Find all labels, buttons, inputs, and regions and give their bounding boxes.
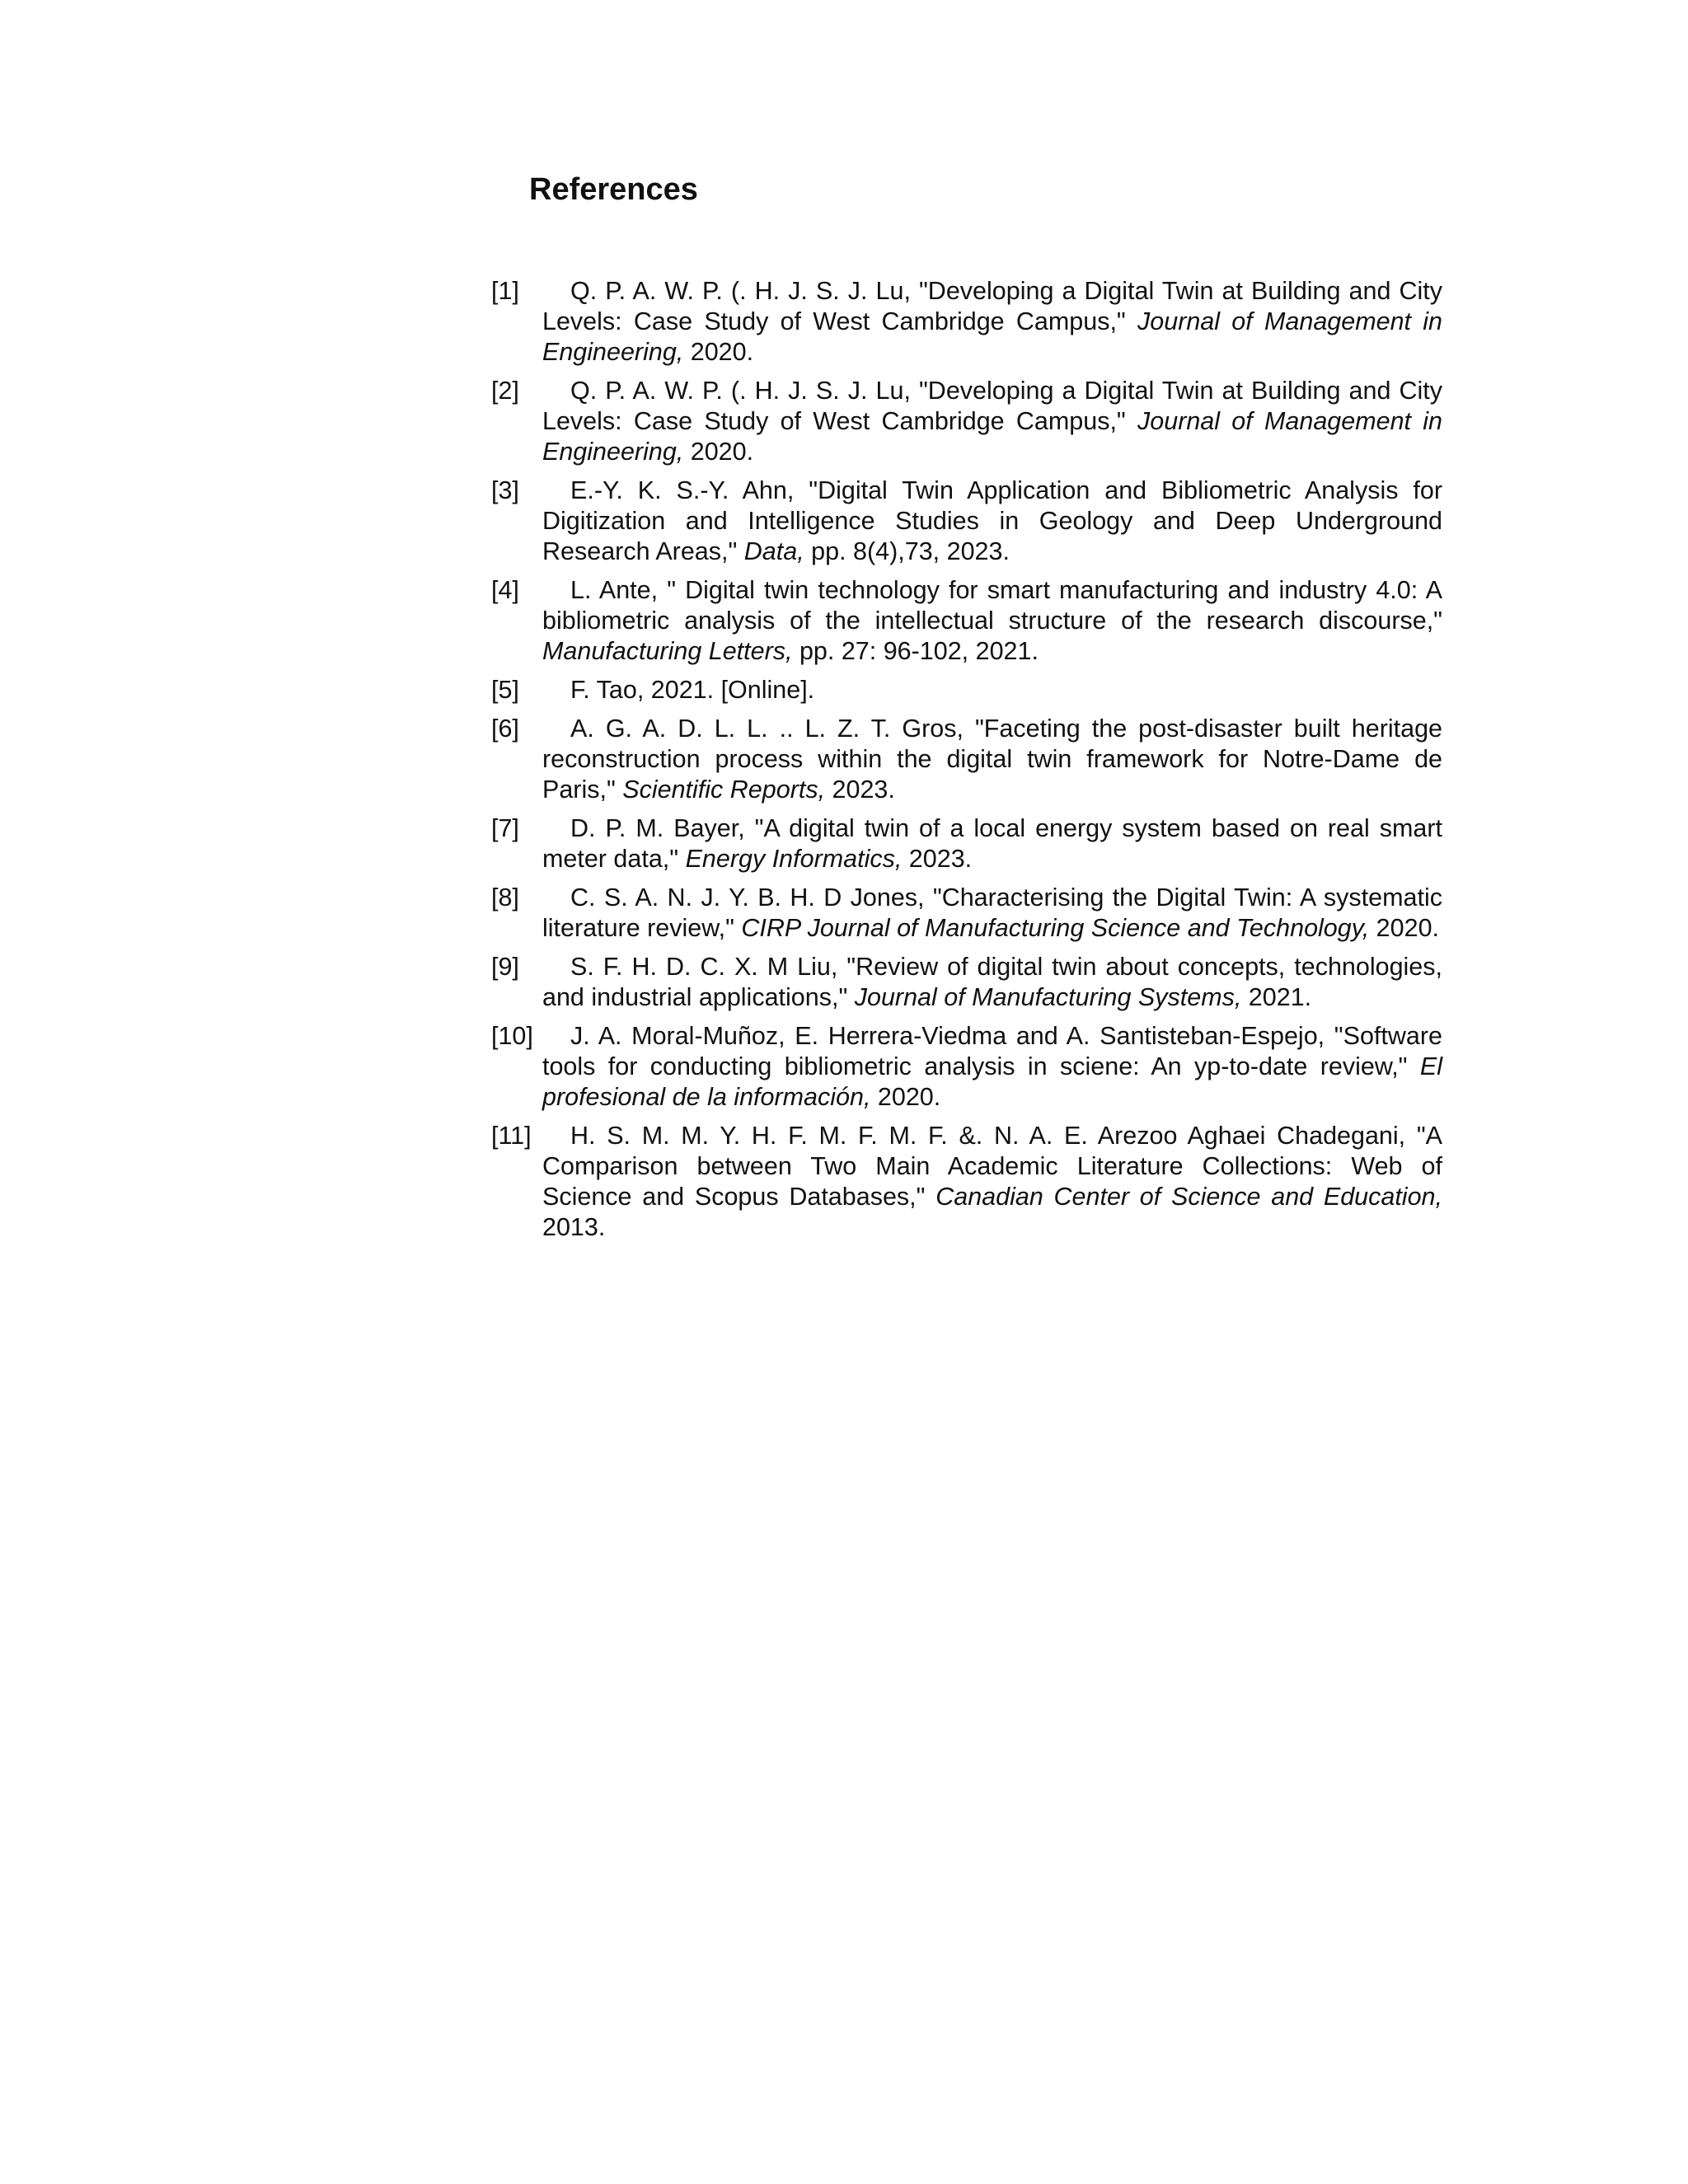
reference-authors-title: H. S. M. M. Y. H. F. M. F. M. F. &. N. A. E. Arezoo Aghaei Chadegani, "A Comparison between Two Main Academic Literature Collections: Web of Science and Scopus Databases," (542, 1122, 1442, 1211)
reference-item (491, 276, 1442, 368)
reference-authors-title: D. P. M. Bayer, "A digital twin of a local energy system based on real smart meter data," (542, 814, 1442, 873)
reference-journal: Journal of Manufacturing Systems, (854, 983, 1242, 1011)
reference-item (491, 476, 1442, 567)
reference-item (491, 883, 1442, 944)
reference-text (542, 476, 1442, 567)
reference-details: 2013. (542, 1213, 606, 1241)
reference-text (542, 675, 1442, 705)
reference-number: [7] (491, 814, 519, 842)
reference-number: [10] (491, 1022, 533, 1050)
reference-list (491, 276, 1442, 1251)
reference-text (542, 813, 1442, 874)
reference-authors-title: Q. P. A. W. P. (. H. J. S. J. Lu, "Developing a Digital Twin at Building and City Levels: Case Study of West Cambridge Campus," (542, 277, 1442, 335)
reference-authors-title: L. Ante, " Digital twin technology for smart manufacturing and industry 4.0: A bibliometric analysis of the intellectual structure of the research discourse," (542, 576, 1442, 635)
reference-journal: Manufacturing Letters, (542, 637, 793, 665)
reference-journal: Journal of Management in Engineering, (542, 307, 1443, 366)
reference-details: 2023. (902, 845, 973, 873)
reference-item (491, 376, 1442, 467)
reference-number: [2] (491, 377, 519, 405)
reference-item (491, 575, 1442, 667)
reference-authors-title: A. G. A. D. L. L. .. L. Z. T. Gros, "Faceting the post-disaster built heritage reconstruction process within the digital twin framework for Notre-Dame de Paris," (542, 715, 1442, 804)
reference-text (542, 1021, 1442, 1113)
reference-authors-title: F. Tao, 2021. [Online]. (570, 676, 815, 704)
reference-number: [3] (491, 476, 519, 504)
references-heading: References (529, 172, 698, 207)
reference-item (491, 813, 1442, 874)
reference-number: [4] (491, 576, 519, 604)
reference-text (542, 883, 1442, 944)
reference-journal: CIRP Journal of Manufacturing Science and Technology, (741, 914, 1370, 942)
reference-text (542, 952, 1442, 1013)
reference-number: [9] (491, 953, 519, 981)
reference-number: [6] (491, 715, 519, 743)
reference-details: pp. 27: 96-102, 2021. (792, 637, 1039, 665)
reference-authors-title: C. S. A. N. J. Y. B. H. D Jones, "Characterising the Digital Twin: A systematic literature review," (542, 883, 1442, 942)
reference-authors-title: S. F. H. D. C. X. M Liu, "Review of digital twin about concepts, technologies, and industrial applications," (542, 953, 1442, 1011)
reference-authors-title: Q. P. A. W. P. (. H. J. S. J. Lu, "Developing a Digital Twin at Building and City Levels: Case Study of West Cambridge Campus," (542, 377, 1442, 435)
reference-item (491, 1021, 1442, 1113)
reference-journal: Canadian Center of Science and Education, (935, 1183, 1442, 1211)
reference-journal: Data, (743, 537, 804, 565)
reference-number: [1] (491, 277, 519, 305)
reference-text (542, 376, 1442, 467)
reference-item (491, 1121, 1442, 1243)
reference-details: 2023. (825, 776, 895, 804)
reference-text (542, 276, 1442, 368)
reference-journal: Energy Informatics, (685, 845, 903, 873)
reference-number: [8] (491, 883, 519, 912)
reference-details: pp. 8(4),73, 2023. (804, 537, 1010, 565)
reference-details: 2020. (683, 438, 754, 466)
reference-authors-title: E.-Y. K. S.-Y. Ahn, "Digital Twin Application and Bibliometric Analysis for Digitization and Intelligence Studies in Geology and Deep Underground Research Areas," (542, 476, 1442, 565)
reference-item (491, 675, 1442, 705)
reference-item (491, 714, 1442, 805)
reference-authors-title: J. A. Moral-Muñoz, E. Herrera-Viedma and A. Santisteban-Espejo, "Software tools for conducting bibliometric analysis in sciene: An yp-to-date review," (542, 1022, 1442, 1080)
reference-journal: Journal of Management in Engineering, (542, 407, 1443, 466)
reference-details: 2020. (683, 338, 754, 366)
reference-details: 2020. (1369, 914, 1440, 942)
reference-text (542, 1121, 1442, 1243)
reference-details: 2020. (870, 1083, 941, 1111)
reference-details: 2021. (1241, 983, 1312, 1011)
reference-journal: El profesional de la información, (542, 1052, 1442, 1111)
reference-journal: Scientific Reports, (622, 776, 826, 804)
reference-text (542, 714, 1442, 805)
reference-text (542, 575, 1442, 667)
reference-number: [5] (491, 676, 519, 704)
reference-number: [11] (491, 1122, 532, 1150)
reference-item (491, 952, 1442, 1013)
